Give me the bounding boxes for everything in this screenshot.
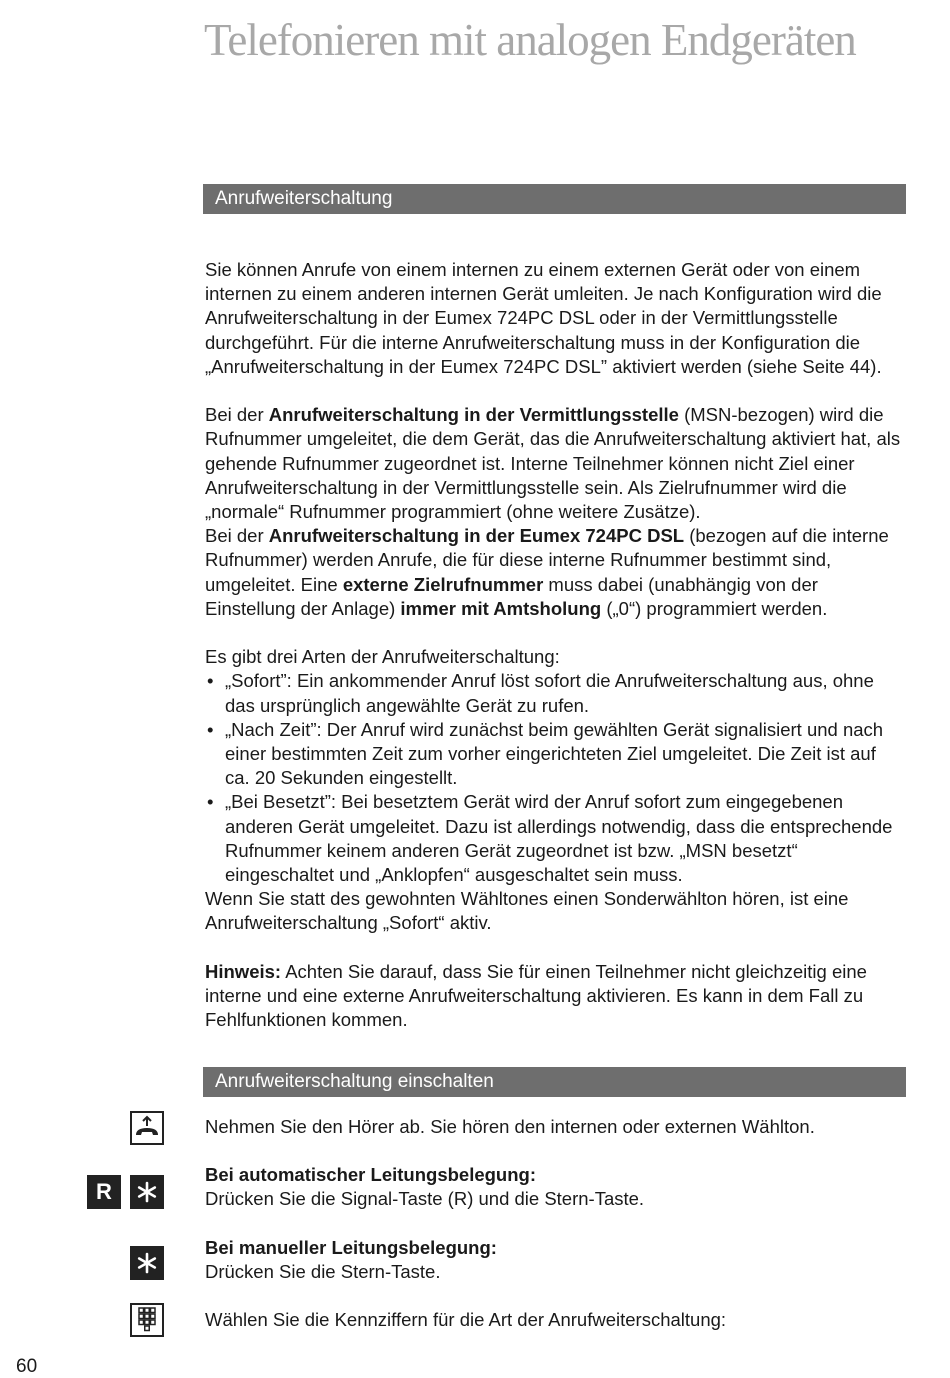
section-body: [205, 258, 905, 1032]
paragraph-intro: Sie können Anrufe von einem internen zu einem externen Gerät oder von einem internen zu einem anderen internen Gerät umleiten. Je nach Konfiguration wird die Anrufweiterschaltung in der Eumex 724PC DSL oder in der Vermittlungsstelle durchgeführt. Für die interne Anrufweiterschaltung muss in der Konfiguration die „Anrufweiterschaltung in der Eumex 724PC DSL” aktiviert werden (siehe Seite 44).: [205, 259, 882, 377]
star-key-icon: [130, 1175, 164, 1209]
list-item: • „Bei Besetzt”: Bei besetztem Gerät wird der Anruf sofort zum eingegebenen anderen Gerät umgeleitet. Dazu ist allerdings notwendig, dass die entsprechende Rufnummer keinem anderen Gerät zugeordnet ist bzw. „MSN besetzt“ eingeschaltet und „Anklopfen“ ausgeschaltet sein muss.: [205, 790, 905, 887]
page-number: 60: [16, 1356, 38, 1377]
section-heading-einschalten: [203, 1067, 906, 1097]
types-list: [205, 669, 905, 887]
paragraph-vermittlungsstelle: Bei der Anrufweiterschaltung in der Vermittlungsstelle (MSN-bezogen) wird die Rufnummer umgeleitet, die dem Gerät, das die Anrufweiterschaltung aktiviert hat, als gehende Rufnummer zugeordnet ist. Interne Teilnehmer können nicht Ziel einer Anrufweiterschaltung in der Vermittlungsstelle sein. Als Zielrufnummer wird die „normale“ Rufnummer programmiert (ohne weitere Zusätze).: [205, 404, 901, 523]
step-manual: [205, 1236, 905, 1284]
step-dial-codes: Wählen Sie die Kennziffern für die Art der Anrufweiterschaltung:: [205, 1309, 727, 1330]
page-title: Telefonieren mit analogen Endgeräten: [204, 15, 856, 65]
list-item: • „Nach Zeit”: Der Anruf wird zunächst beim gewählten Gerät signalisiert und nach einer bestimmten Zeit zum vorher eingerichteten Ziel umgeleitet. Die Zeit ist auf ca. 20 Sekunden eingestellt.: [205, 718, 905, 791]
paragraph-types-intro: Es gibt drei Arten der Anrufweiterschaltung:: [205, 646, 560, 668]
note-paragraph: Hinweis: Achten Sie darauf, dass Sie für einen Teilnehmer nicht gleichzeitig eine interne und eine externe Anrufweiterschaltung aktivieren. Es kann in dem Fall zu Fehlfunktionen kommen.: [205, 960, 867, 1031]
step-automatic: [205, 1163, 905, 1211]
step-manual-title: Bei manueller Leitungsbelegung:: [205, 1237, 497, 1258]
list-item: • „Sofort”: Ein ankommender Anruf löst sofort die Anrufweiterschaltung aus, ohne das ursprünglich angewählte Gerät zu rufen.: [205, 669, 905, 717]
section-heading-text: Anrufweiterschaltung: [215, 188, 393, 209]
keypad-icon: [130, 1303, 164, 1337]
step-manual-text: Drücken Sie die Stern-Taste.: [205, 1261, 441, 1282]
step-automatic-title: Bei automatischer Leitungsbelegung:: [205, 1164, 536, 1185]
note-label: Hinweis:: [205, 960, 282, 982]
handset-icon: [130, 1111, 164, 1145]
paragraph-eumex: Bei der Anrufweiterschaltung in der Eumex 724PC DSL (bezogen auf die interne Rufnummer) werden Anrufe, die für diese interne Rufnummer bestimmt sind, umgeleitet. Eine externe Zielrufnummer muss dabei (unabhängig von der Einstellung der Anlage) immer mit Amtsholung („0“) programmiert werden.: [205, 525, 889, 619]
star-key-icon: [130, 1246, 164, 1280]
step-lift-handset: Nehmen Sie den Hörer ab. Sie hören den internen oder externen Wählton.: [205, 1116, 815, 1137]
section-heading-text: Anrufweiterschaltung einschalten: [215, 1071, 494, 1092]
step-automatic-text: Drücken Sie die Signal-Taste (R) und die Stern-Taste.: [205, 1188, 645, 1209]
section-heading-anrufweiterschaltung: [203, 184, 906, 214]
paragraph-sonderwaehlton: Wenn Sie statt des gewohnten Wähltones einen Sonderwählton hören, ist eine Anrufweiterschaltung „Sofort“ aktiv.: [205, 888, 849, 934]
r-key-icon: R: [87, 1175, 121, 1209]
